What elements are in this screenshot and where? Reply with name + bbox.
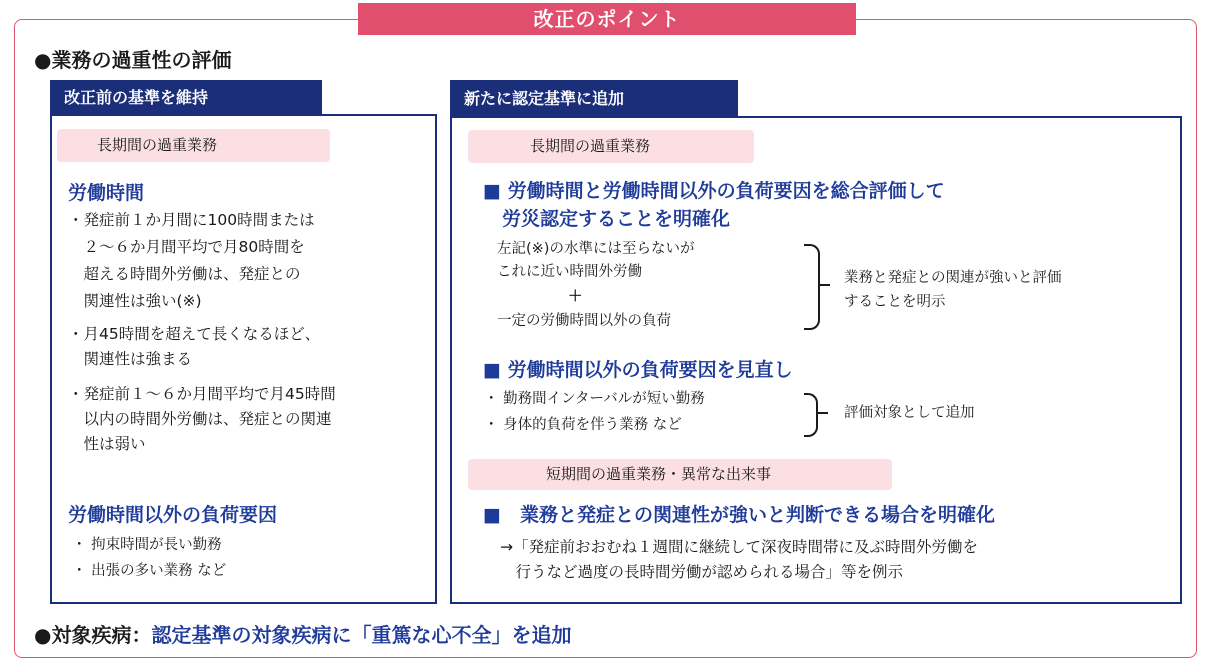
- brace1-item: 一定の労働時間以外の負荷: [497, 313, 671, 329]
- list-item: 超える時間外労働は、発症との: [68, 265, 301, 283]
- point3-detail: 行うなど過度の長時間労働が認められる場合」等を例示: [500, 563, 904, 581]
- left-label-long-term: 長期間の過重業務: [57, 129, 330, 162]
- left-section1-title: 労働時間: [68, 182, 145, 204]
- right-brace-1-tip: [818, 284, 830, 286]
- brace1-item: 左記(※)の水準には至らないが: [497, 241, 695, 257]
- list-item: ・ 拘束時間が長い勤務: [72, 537, 222, 553]
- brace1-result: することを明示: [844, 294, 946, 310]
- list-item: ２～６か月間平均で月80時間を: [68, 238, 305, 256]
- left-panel-tab: 改正前の基準を維持: [50, 80, 322, 116]
- list-item: ・発症前１～６か月間平均で月45時間: [68, 385, 336, 403]
- point1-line1: ■ 労働時間と労働時間以外の負荷要因を総合評価して: [483, 180, 945, 202]
- disease-highlight: 認定基準の対象疾病に「重篤な心不全」を追加: [151, 623, 572, 647]
- right-label-short-term: 短期間の過重業務・異常な出来事: [468, 459, 892, 490]
- disease-prefix: ●対象疾病：: [34, 623, 152, 647]
- list-item: ・ 出張の多い業務 など: [72, 563, 227, 579]
- list-item: 性は弱い: [68, 435, 146, 453]
- right-label-long-term: 長期間の過重業務: [468, 130, 754, 163]
- list-item: ・発症前１か月間に100時間または: [68, 211, 315, 229]
- point2: ■ 労働時間以外の負荷要因を見直し: [483, 359, 793, 381]
- section-heading-workload: ●業務の過重性の評価: [34, 48, 232, 72]
- section-heading-disease: [34, 619, 571, 648]
- brace1-item: これに近い時間外労働: [497, 264, 642, 280]
- right-brace-2-tip: [816, 412, 828, 414]
- list-item: ・月45時間を超えて長くなるほど、: [68, 325, 321, 343]
- brace1-result: 業務と発症との関連が強いと評価: [844, 270, 1062, 286]
- left-section2-title: 労働時間以外の負荷要因: [68, 504, 278, 526]
- list-item: 関連性は強まる: [68, 350, 193, 368]
- list-item: 関連性は強い(※): [68, 292, 202, 310]
- brace2-result: 評価対象として追加: [844, 405, 975, 421]
- right-panel-tab: 新たに認定基準に追加: [450, 80, 738, 118]
- point3: ■ 業務と発症との関連性が強いと判断できる場合を明確化: [483, 504, 995, 526]
- point3-detail: →「発症前おおむね１週間に継続して深夜時間帯に及ぶ時間外労働を: [500, 538, 978, 556]
- plus-sign: ＋: [568, 289, 583, 305]
- brace2-item: ・ 身体的負荷を伴う業務 など: [484, 417, 682, 433]
- page-title: 改正のポイント: [358, 3, 856, 35]
- point1-line2: 労災認定することを明確化: [483, 208, 731, 230]
- right-brace-2: [804, 393, 818, 437]
- brace2-item: ・ 勤務間インターバルが短い勤務: [484, 391, 705, 407]
- right-brace-1: [804, 244, 820, 330]
- list-item: 以内の時間外労働は、発症との関連: [68, 410, 332, 428]
